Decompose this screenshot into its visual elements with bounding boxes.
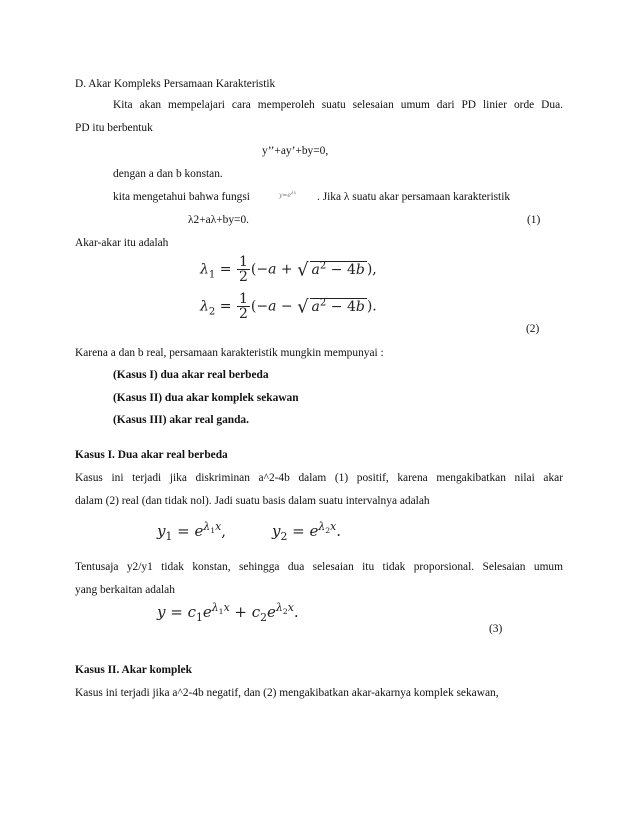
root-lambda-1-formula: $\lambda_1$ = $\frac{1}{2}$ (−a + √ $a^2 - 4b$ ),: [200, 254, 377, 285]
case1-paragraph-1-line-1: Kasus ini terjadi jika diskriminan a^2-4b dalam (1) positif, karena mengakibatkan nilai akar: [75, 472, 563, 484]
equation-number-2: (2): [526, 323, 540, 335]
intro-line-3: dengan a dan b konstan.: [113, 168, 223, 180]
case-list-item-2: (Kasus II) dua akar komplek sekawan: [113, 392, 299, 404]
intro-line-4b: . Jika λ suatu akar persamaan karakteristik: [317, 191, 511, 203]
case2-line-1: Kasus ini terjadi jika a^2-4b negatif, dan (2) mengakibatkan akar-akarnya komplek sekawan,: [75, 687, 499, 699]
roots-intro: Akar-akar itu adalah: [75, 237, 169, 249]
case1-paragraph-2-line-2: yang berkaitan adalah: [75, 584, 175, 596]
exponential-function-image: $y=e^{\lambda x}$: [279, 191, 297, 199]
intro-line-4a: kita mengetahui bahwa fungsi: [113, 191, 250, 203]
ode-equation: y’’+ay’+by=0,: [262, 145, 329, 157]
equation-number-1: (1): [527, 214, 541, 226]
root-lambda-2-formula: $\lambda_2$ = $\frac{1}{2}$ (−a − √ $a^2 - 4b$ ).: [200, 291, 377, 322]
case1-paragraph-1-line-2: dalam (2) real (dan tidak nol). Jadi suatu basis dalam suatu intervalnya adalah: [75, 495, 430, 507]
case2-heading: Kasus II. Akar komplek: [75, 664, 192, 676]
equation-number-3: (3): [489, 623, 503, 635]
basis-y1-formula: $y_1 = e^{\lambda_1x}$,: [157, 520, 227, 543]
section-title: D. Akar Kompleks Persamaan Karakteristik: [75, 78, 276, 90]
cases-intro: Karena a dan b real, persamaan karakteristik mungkin mempunyai :: [75, 347, 384, 359]
case-list-item-3: (Kasus III) akar real ganda.: [113, 414, 249, 426]
characteristic-equation: λ2+aλ+by=0.: [188, 214, 250, 226]
case1-paragraph-2-line-1: Tentusaja y2/y1 tidak konstan, sehingga dua selesaian itu tidak proporsional. Selesaian umum: [75, 561, 563, 573]
general-solution-formula: $y = c_1e^{\lambda_1x} + c_2e^{\lambda_2x}$.: [157, 601, 299, 624]
case1-heading: Kasus I. Dua akar real berbeda: [75, 449, 228, 461]
intro-line-1: Kita akan mempelajari cara memperoleh suatu selesaian umum dari PD linier orde Dua.: [113, 99, 563, 111]
intro-line-2: PD itu berbentuk: [75, 122, 153, 134]
basis-y2-formula: $y_2 = e^{\lambda_2x}$.: [272, 520, 342, 543]
case-list-item-1: (Kasus I) dua akar real berbeda: [113, 369, 269, 381]
